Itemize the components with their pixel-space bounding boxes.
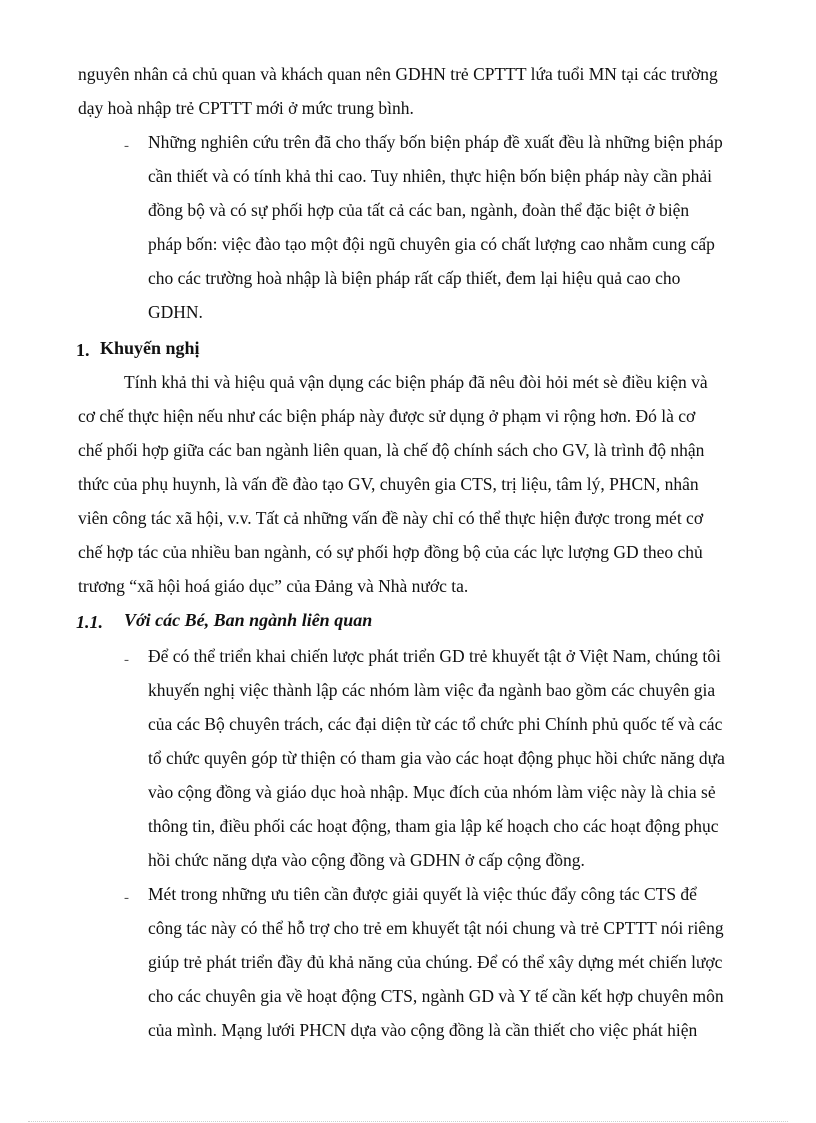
recommendation-line-5: viên công tác xã hội, v.v. Tất cả những vấn đề này chỉ có thể thực hiện được trong mét cơ — [78, 508, 704, 528]
bullet-1-line-4: pháp bốn: việc đào tạo một đội ngũ chuyên gia có chất lượng cao nhằm cung cấp — [148, 234, 715, 254]
bullet-2-line-2: khuyến nghị việc thành lập các nhóm làm việc đa ngành bao gồm các chuyên gia — [148, 680, 716, 700]
bullet-2-line-1: Để có thể triển khai chiến lược phát triển GD trẻ khuyết tật ở Việt Nam, chúng tôi — [148, 646, 721, 666]
recommendation-line-4: thức của phụ huynh, là vấn đề đào tạo GV, chuyên gia CTS, trị liệu, tâm lý, PHCN, nhân — [78, 474, 699, 494]
section-1-1-title: Với các Bé, Ban ngành liên quan — [124, 610, 373, 630]
recommendation-line-2: cơ chế thực hiện nếu như các biện pháp này được sử dụng ở phạm vi rộng hơn. Đó là cơ — [78, 406, 696, 426]
bullet-2-line-3: của các Bộ chuyên trách, các đại diện từ các tổ chức phi Chính phủ quốc tế và các — [148, 714, 723, 734]
section-1-title: Khuyến nghị — [100, 338, 200, 358]
bullet-3-line-2: công tác này có thể hỗ trợ cho trẻ em khuyết tật nói chung và trẻ CPTTT nói riêng — [148, 918, 724, 938]
bullet-1-line-1: Những nghiên cứu trên đã cho thấy bốn biện pháp đề xuất đều là những biện pháp — [148, 132, 723, 152]
section-1-number: 1. — [76, 340, 90, 360]
recommendation-line-7: trương “xã hội hoá giáo dục” của Đảng và Nhà nước ta. — [78, 576, 469, 596]
bullet-2-line-5: vào cộng đồng và giáo dục hoà nhập. Mục đích của nhóm làm việc này là chia sẻ — [148, 782, 716, 802]
bullet-3-line-5: của mình. Mạng lưới PHCN dựa vào cộng đồng là cần thiết cho việc phát hiện — [148, 1020, 698, 1040]
bullet-3-line-3: giúp trẻ phát triển đầy đủ khả năng của chúng. Để có thể xây dựng mét chiến lược — [148, 952, 723, 972]
bullet-2-marker: - — [124, 652, 129, 668]
bullet-3-line-1: Mét trong những ưu tiên cần được giải quyết là việc thúc đẩy công tác CTS để — [148, 884, 697, 904]
bullet-3-line-4: cho các chuyên gia về hoạt động CTS, ngành GD và Y tế cần kết hợp chuyên môn — [148, 986, 724, 1006]
recommendation-line-6: chế hợp tác của nhiều ban ngành, có sự phối hợp đồng bộ của các lực lượng GD theo chủ — [78, 542, 703, 562]
bullet-1-line-3: đồng bộ và có sự phối hợp của tất cả các ban, ngành, đoàn thể đặc biệt ở biện — [148, 200, 690, 220]
bullet-2-line-6: thông tin, điều phối các hoạt động, tham gia lập kế hoạch cho các hoạt động phục — [148, 816, 719, 836]
recommendation-line-3: chế phối hợp giữa các ban ngành liên quan, là chế độ chính sách cho GV, là trình độ nhận — [78, 440, 705, 460]
page-bottom-rule — [28, 1121, 788, 1122]
recommendation-line-1: Tính khả thi và hiệu quả vận dụng các biện pháp đã nêu đòi hỏi mét sè điều kiện và — [124, 372, 708, 392]
section-1-1-number: 1.1. — [76, 612, 103, 632]
bullet-1-line-6: GDHN. — [148, 302, 203, 322]
bullet-1-line-5: cho các trường hoà nhập là biện pháp rất cấp thiết, đem lại hiệu quả cao cho — [148, 268, 681, 288]
bullet-3-marker: - — [124, 890, 129, 906]
intro-line-1: nguyên nhân cả chủ quan và khách quan nên GDHN trẻ CPTTT lứa tuổi MN tại các trường — [78, 64, 718, 84]
bullet-2-line-7: hồi chức năng dựa vào cộng đồng và GDHN ở cấp cộng đồng. — [148, 850, 585, 870]
bullet-1-line-2: cần thiết và có tính khả thi cao. Tuy nhiên, thực hiện bốn biện pháp này cần phải — [148, 166, 713, 186]
intro-line-2: dạy hoà nhập trẻ CPTTT mới ở mức trung bình. — [78, 98, 414, 118]
bullet-1-marker: - — [124, 138, 129, 154]
bullet-2-line-4: tổ chức quyên góp từ thiện có tham gia vào các hoạt động phục hồi chức năng dựa — [148, 748, 725, 768]
